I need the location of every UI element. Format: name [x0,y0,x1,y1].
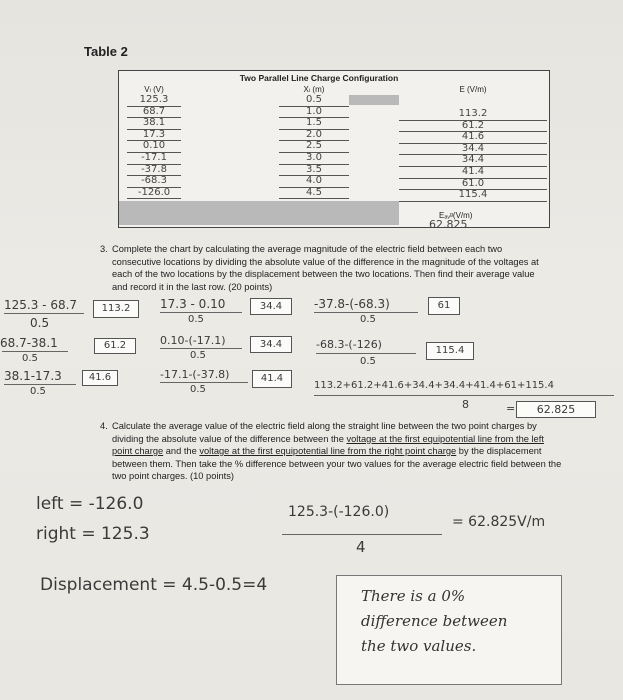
calc-numerator: -17.1-(-37.8) [160,368,230,381]
voltage-cell: 125.3 [127,95,181,107]
field-cell: 61.2 [399,121,547,133]
conclusion-text [361,584,507,659]
calc-numerator: -68.3-(-126) [316,338,382,351]
calc-denominator: 0.5 [190,350,206,361]
fraction-bar [314,312,418,313]
header-voltage: Vₗ (V) [144,85,164,94]
voltage-cell: 38.1 [127,118,181,130]
calc-result: 41.4 [252,370,292,388]
position-cell: 2.5 [279,141,349,153]
field-cell: 41.4 [399,167,547,179]
calc-numerator: 38.1-17.3 [4,369,62,383]
calc-result: 34.4 [250,336,292,353]
position-cell: 3.5 [279,165,349,177]
question-4-underline-1: voltage at the first equipotential line from the left point charge [112,433,544,456]
calc-result: 61 [428,297,460,315]
conclusion-line: There is a 0% [361,587,466,605]
question-4-number: 4. [100,421,108,431]
calc-result: 115.4 [426,342,474,360]
q4-numerator: 125.3-(-126.0) [288,504,390,520]
position-cell: 1.5 [279,118,349,130]
calc-denominator: 0.5 [190,384,206,395]
data-table [118,70,550,231]
calc-numerator: 0.10-(-17.1) [160,334,226,347]
fraction-bar [160,348,242,349]
voltage-cell: 0.10 [127,141,181,153]
position-cell: 4.5 [279,188,349,200]
calc-result: 61.2 [94,338,136,354]
position-cell: 2.0 [279,130,349,142]
equals-sign: = [506,402,516,415]
average-result: 62.825 [516,401,596,418]
header-position: Xₗ (m) [303,85,325,94]
question-4-text-b: and the [163,446,200,456]
calc-denominator: 0.5 [360,356,376,367]
calc-result: 34.4 [250,298,292,315]
fraction-bar [160,312,242,313]
table-caption: Two Parallel Line Charge Configuration [239,73,399,83]
voltage-cell: 17.3 [127,130,181,142]
field-column [399,109,547,202]
field-cell: 113.2 [399,109,547,121]
left-voltage: left = -126.0 [36,494,144,514]
voltage-cell: -68.3 [127,176,181,188]
shaded-cell [119,201,399,225]
voltage-cell: -17.1 [127,153,181,165]
conclusion-line: the two values. [361,637,477,655]
voltage-cell: -126.0 [127,188,181,200]
question-3 [100,243,552,293]
fraction-bar [282,534,442,535]
fraction-bar [4,313,84,314]
fraction-bar [2,351,68,352]
calc-denominator: 0.5 [188,314,204,325]
shaded-cell [349,95,399,105]
calc-numerator: 125.3 - 68.7 [4,298,78,312]
calc-numerator: 17.3 - 0.10 [160,297,226,311]
field-cell: 41.6 [399,132,547,144]
fraction-bar [316,353,416,354]
voltage-cell: -37.8 [127,165,181,177]
question-3-text: Complete the chart by calculating the average magnitude of the electric field between each two consecutive locations by dividing the absolute value of the difference in the magnitude of the voltages at each of the two locations by the displacement between the two locations. Then find their average value and record it in the last row. (20 points) [112,244,539,292]
field-cell: 61.0 [399,179,547,191]
position-cell: 0.5 [279,95,349,107]
average-field-label: Eₐᵥᵍ(V/m) [439,211,473,220]
position-cell: 3.0 [279,153,349,165]
average-numerator: 113.2+61.2+41.6+34.4+34.4+41.4+61+115.4 [314,380,554,391]
fraction-bar [160,382,248,383]
question-4-text-a: Calculate the average value of the electric field along the straight line between the two point charges by dividing the absolute value of the difference between the [112,421,537,444]
position-cell: 1.0 [279,107,349,119]
calc-denominator: 0.5 [30,316,50,330]
calc-numerator: -37.8-(-68.3) [314,297,390,311]
average-denominator: 8 [462,398,469,411]
calc-result: 41.6 [82,370,118,386]
fraction-bar [314,395,614,396]
conclusion-box [336,575,562,685]
header-field: E (V/m) [459,85,487,94]
table-title: Table 2 [84,44,128,59]
question-3-number: 3. [100,244,108,254]
field-cell: 115.4 [399,190,547,202]
conclusion-line: difference between [361,612,508,630]
displacement: Displacement = 4.5-0.5=4 [40,575,268,595]
question-4 [100,420,562,483]
position-cell: 4.0 [279,176,349,188]
position-column [279,95,349,199]
field-cell: 34.4 [399,144,547,156]
q4-result: = 62.825V/m [452,514,546,530]
question-4-underline-2: voltage at the first equipotential line from the right point charge [199,446,457,456]
calc-denominator: 0.5 [22,353,38,364]
field-cell: 34.4 [399,155,547,167]
q4-denominator: 4 [356,538,366,556]
voltage-cell: 68.7 [127,107,181,119]
calc-result: 113.2 [93,300,139,318]
fraction-bar [4,384,76,385]
calc-numerator: 68.7-38.1 [0,336,58,350]
calc-denominator: 0.5 [360,314,376,325]
voltage-column [127,95,181,199]
question-4-text-c: by the displacement between them. Then take the % difference between your two values for the average electric field between the two point charges. (10 points) [112,446,562,481]
average-field-value: 62.825 [429,218,468,231]
right-voltage: right = 125.3 [36,524,150,544]
calc-denominator: 0.5 [30,386,46,397]
